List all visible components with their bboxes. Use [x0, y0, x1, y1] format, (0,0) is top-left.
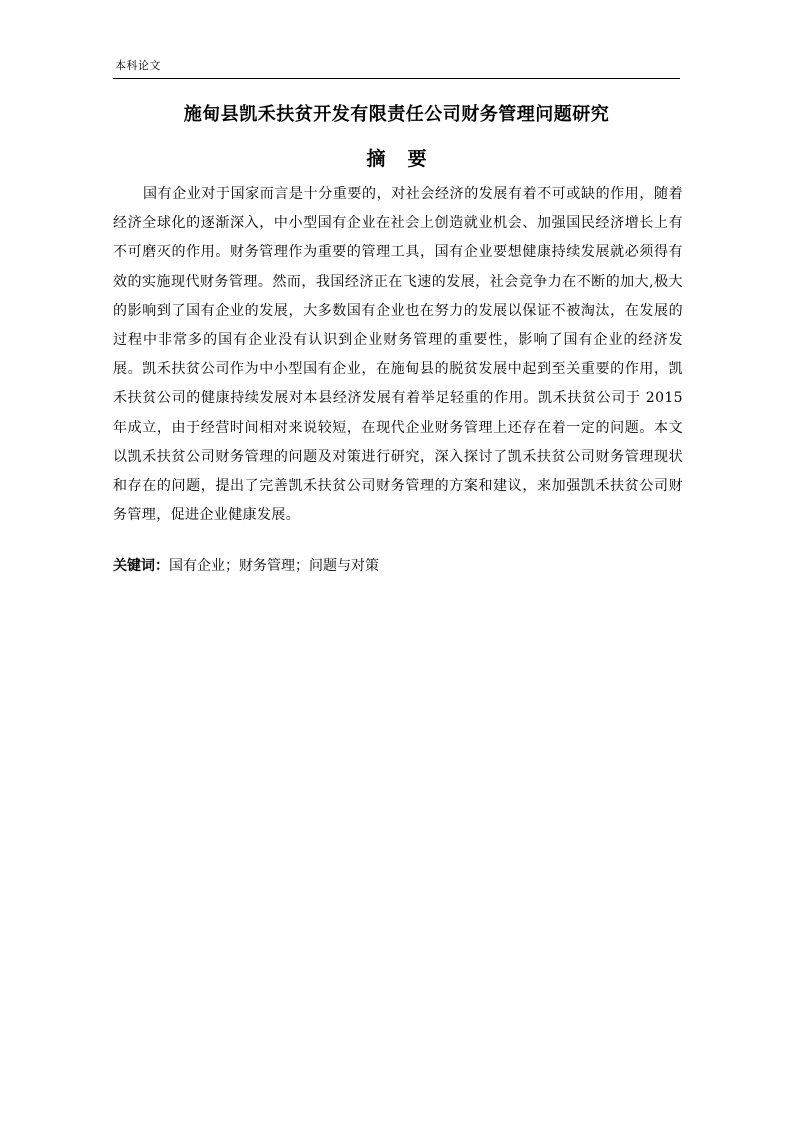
keywords-value: 国有企业；财务管理；问题与对策 [169, 558, 379, 574]
abstract-heading-char-1: 摘 [366, 148, 386, 170]
paper-title: 施甸县凯禾扶贫开发有限责任公司财务管理问题研究 [183, 104, 610, 125]
header-divider [113, 78, 680, 79]
abstract-heading-char-2: 要 [407, 148, 427, 170]
abstract-heading [113, 144, 680, 171]
keywords-line [113, 555, 680, 577]
abstract-body: 国有企业对于国家而言是十分重要的，对社会经济的发展有着不可或缺的作用，随着经济全球化的逐渐深入，中小型国有企业在社会上创造就业机会、加强国民经济增长上有不可磨灭的作用。财务管理作为重要的管理工具，国有企业要想健康持续发展就必须得有效的实施现代财务管理。然而，我国经济正在飞速的发展，社会竞争力在不断的加大,极大的影响到了国有企业的发展，大多数国有企业也在努力的发展以保证不被淘汰，在发展的过程中非常多的国有企业没有认识到企业财务管理的重要性，影响了国有企业的经济发展。凯禾扶贫公司作为中小型国有企业，在施甸县的脱贫发展中起到至关重要的作用，凯禾扶贫公司的健康持续发展对本县经济发展有着举足轻重的作用。凯禾扶贫公司于 2015 年成立，由于经营时间相对来说较短，在现代企业财务管理上还存在着一定的问题。本文以凯禾扶贫公司财务管理的问题及对策进行研究，深入探讨了凯禾扶贫公司财务管理现状和存在的问题，提出了完善凯禾扶贫公司财务管理的方案和建议，来加强凯禾扶贫公司财务管理，促进企业健康发展。 [113, 186, 683, 524]
keywords-label: 关键词： [113, 558, 169, 574]
running-header: 本科论文 [115, 59, 161, 72]
